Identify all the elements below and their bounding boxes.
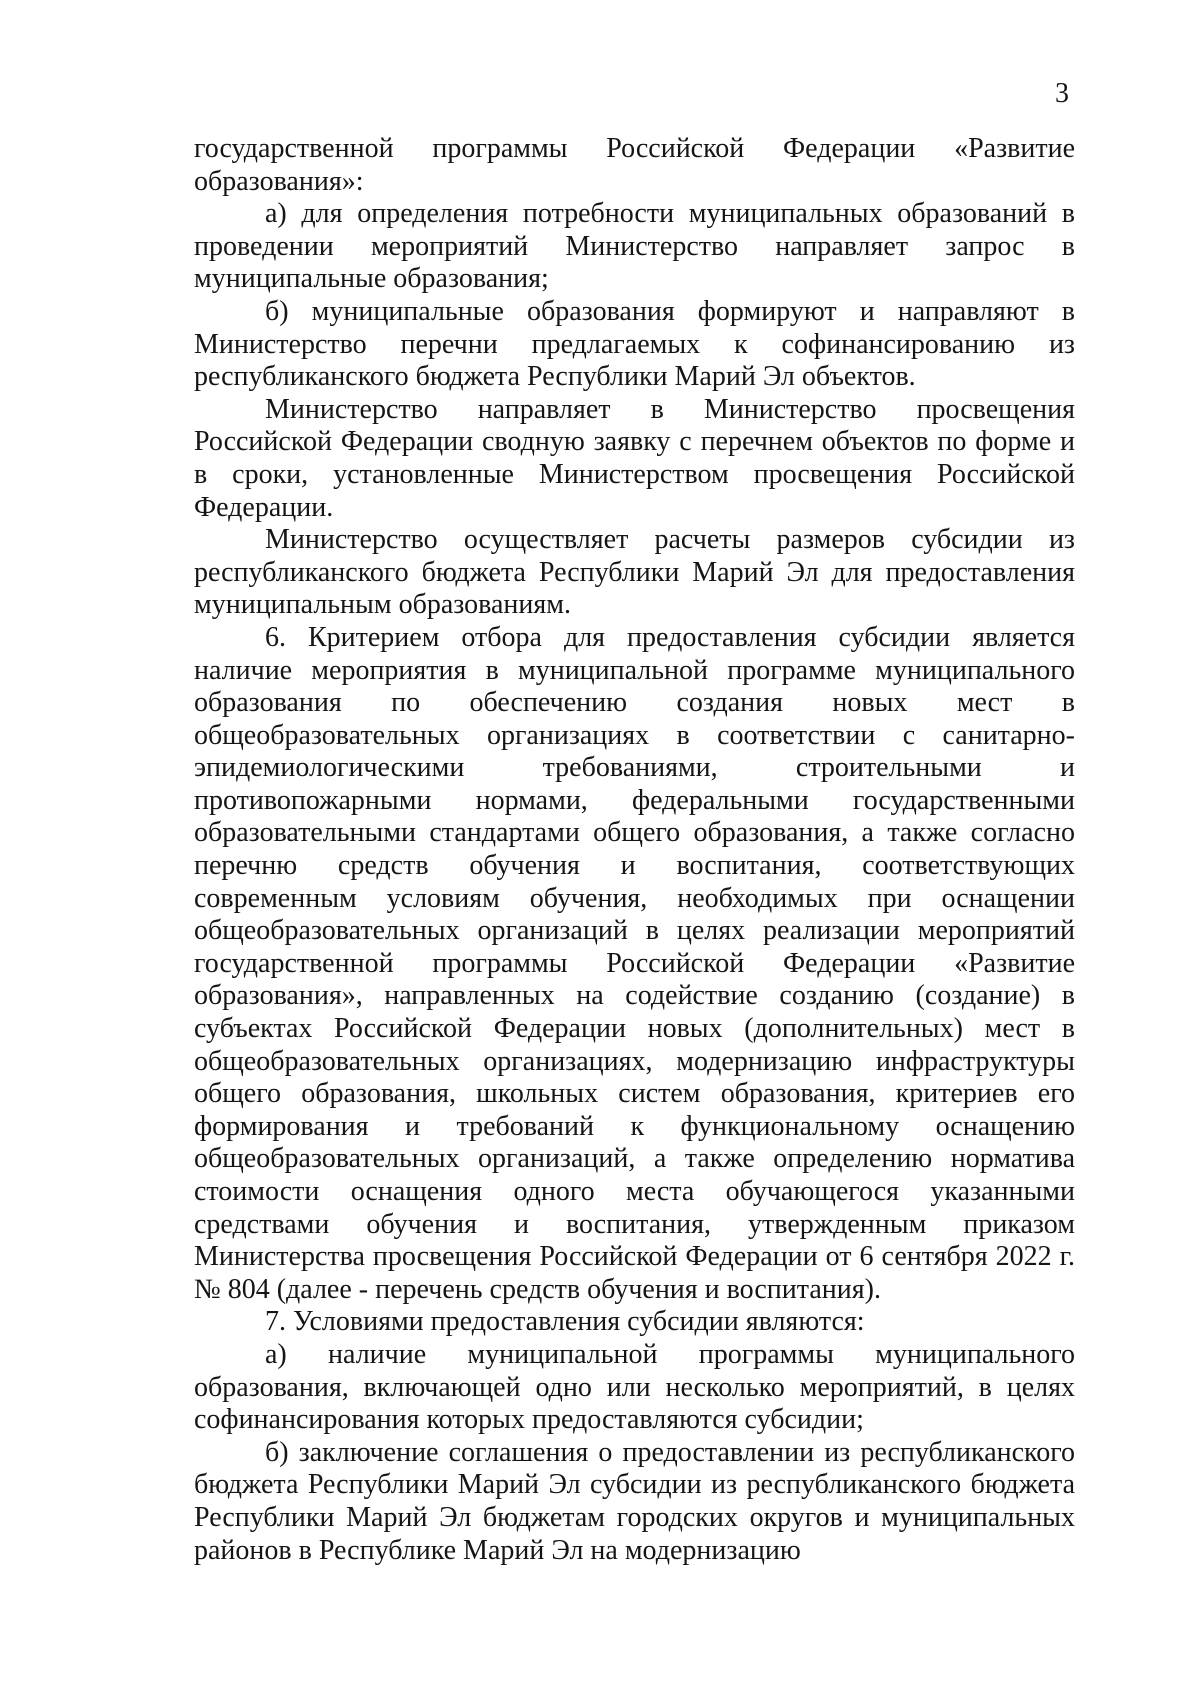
paragraph-item-a-request: а) для определения потребности муниципальных образований в проведении мероприятий Министерство направляет запрос в муниципальные образования; (194, 198, 1075, 295)
document-body (194, 133, 1075, 1567)
paragraph-7a-municipal-program: а) наличие муниципальной программы муниципального образования, включающей одно или несколько мероприятий, в целях софинансирования которых предоставляются субсидии; (194, 1338, 1075, 1436)
paragraph-7b-agreement: б) заключение соглашения о предоставлении из республиканского бюджета Республики Марий Эл субсидии из республиканского бюджета Республики Марий Эл бюджетам городских округов и муниципальных районов в Республике Марий Эл на модернизацию (194, 1436, 1075, 1566)
paragraph-item-b-lists: б) муниципальные образования формируют и направляют в Министерство перечни предлагаемых к софинансированию из республиканского бюджета Республики Марий Эл объектов. (194, 295, 1075, 393)
page-number: 3 (1055, 78, 1069, 109)
paragraph-goal-continuation: государственной программы Российской Федерации «Развитие образования»: (194, 133, 1075, 197)
paragraph-6-selection-criterion: 6. Критерием отбора для предоставления субсидии является наличие мероприятия в муниципальной программе муниципального образования по обеспечению создания новых мест в общеобразовательных организациях в соответствии с санитарно-эпидемиологическими требованиями, строительными и противопожарными нормами, федеральными государственными образовательными стандартами общего образования, а также согласно перечню средств обучения и воспитания, соответствующих современным условиям обучения, необходимых при оснащении общеобразовательных организаций в целях реализации мероприятий государственной программы Российской Федерации «Развитие образования», направленных на содействие созданию (создание) в субъектах Российской Федерации новых (дополнительных) мест в общеобразовательных организациях, модернизацию инфраструктуры общего образования, школьных систем образования, критериев его формирования и требований к функциональному оснащению общеобразовательных организаций, а также определению норматива стоимости оснащения одного места обучающегося указанными средствами обучения и воспитания, утвержденным приказом Министерства просвещения Российской Федерации от 6 сентября 2022 г. № 804 (далее - перечень средств обучения и воспитания). (194, 621, 1075, 1305)
paragraph-subsidy-calculation: Министерство осуществляет расчеты размеров субсидии из республиканского бюджета Республики Марий Эл для предоставления муниципальным образованиям. (194, 524, 1075, 621)
paragraph-consolidated-application: Министерство направляет в Министерство просвещения Российской Федерации сводную заявку с перечнем объектов по форме и в сроки, установленные Министерством просвещения Российской Федерации. (194, 393, 1075, 523)
paragraph-7-conditions-heading: 7. Условиями предоставления субсидии являются: (265, 1306, 865, 1338)
